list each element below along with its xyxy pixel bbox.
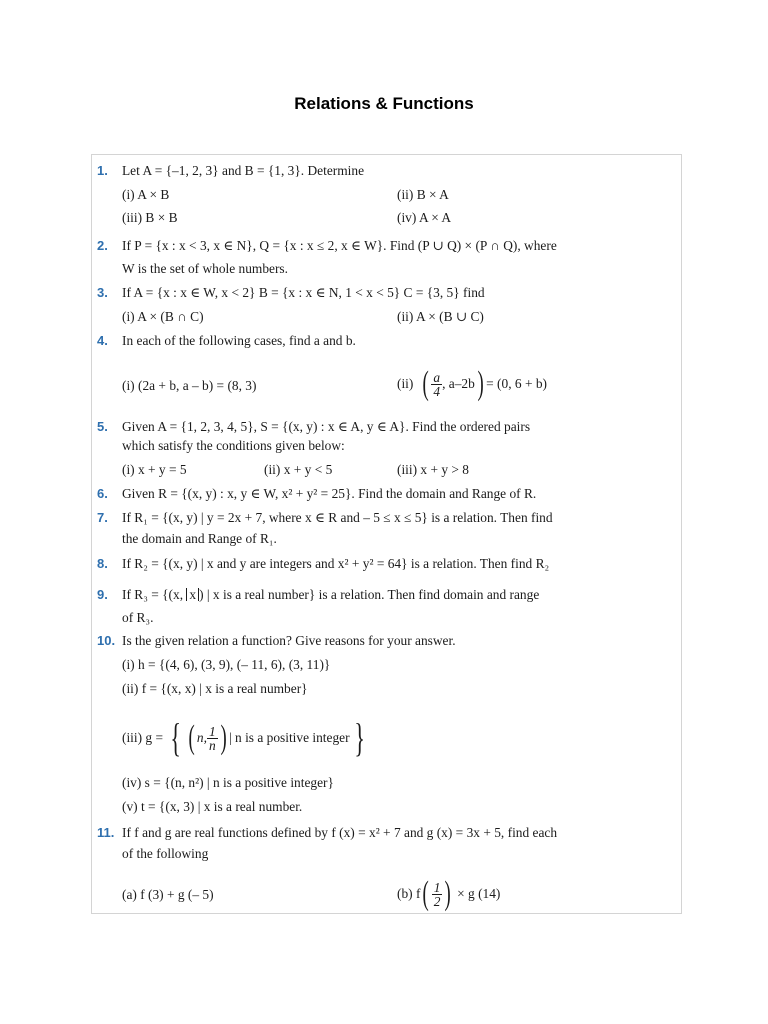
sub-item: (a) f (3) + g (– 5) <box>122 887 214 902</box>
right-paren: ) <box>477 365 484 402</box>
text-segment: ) | x is a real number} is a relation. Then find domain and range <box>199 587 540 602</box>
question-number: 2. <box>97 238 108 253</box>
sub-item: (v) t = {(x, 3) | x is a real number. <box>122 799 303 814</box>
left-paren: ( <box>188 719 195 756</box>
sub-item-label: (ii) <box>397 376 414 391</box>
question-text: the domain and Range of R₁. <box>122 531 277 546</box>
sub-item: (iv) s = {(n, n²) | n is a positive integer} <box>122 775 334 790</box>
fraction-numerator: a <box>433 369 441 385</box>
expression: × g (14) <box>457 886 501 901</box>
sub-item: (ii) x + y < 5 <box>264 462 333 477</box>
fraction <box>207 725 218 752</box>
sub-item: (iii) B × B <box>122 210 178 225</box>
expression: | n is a positive integer <box>229 730 350 745</box>
question-number: 6. <box>97 486 108 501</box>
absolute-value: x <box>186 588 199 601</box>
question-number: 4. <box>97 333 108 348</box>
sub-item-label: (iii) g = <box>122 730 164 745</box>
sub-item: (i) A × (B ∩ C) <box>122 309 204 324</box>
fraction-numerator: 1 <box>208 723 216 739</box>
question-text: W is the set of whole numbers. <box>122 261 288 276</box>
sub-item: (i) (2a + b, a – b) = (8, 3) <box>122 378 257 393</box>
fraction-numerator: 1 <box>433 879 441 895</box>
question-number: 8. <box>97 556 108 571</box>
question-text: If A = {x : x ∈ W, x < 2} B = {x : x ∈ N, 1 < x < 5} C = {3, 5} find <box>122 285 485 300</box>
question-text: If P = {x : x < 3, x ∈ N}, Q = {x : x ≤ 2, x ∈ W}. Find (P ∪ Q) × (P ∩ Q), where <box>122 238 557 253</box>
question-number: 9. <box>97 587 108 602</box>
question-text: If R₂ = {(x, y) | x and y are integers and x² + y² = 64} is a relation. Then find R₂ <box>122 556 550 571</box>
question-text: Given R = {(x, y) : x, y ∈ W, x² + y² = 25}. Find the domain and Range of R. <box>122 486 537 501</box>
question-number: 1. <box>97 163 108 178</box>
question-text: If R₁ = {(x, y) | y = 2x + 7, where x ∈ R and – 5 ≤ x ≤ 5} is a relation. Then find <box>122 510 553 525</box>
right-paren: ) <box>220 719 227 756</box>
expression: , a–2b <box>442 376 475 391</box>
question-text: If f and g are real functions defined by f (x) = x² + 7 and g (x) = 3x + 5, find each <box>122 825 558 840</box>
question-text <box>122 587 539 603</box>
fraction <box>431 371 442 398</box>
right-brace: } <box>353 715 365 760</box>
left-brace: { <box>170 715 182 760</box>
question-number: 10. <box>97 633 116 648</box>
page-title: Relations & Functions <box>294 94 474 113</box>
sub-item: (i) h = {(4, 6), (3, 9), (– 11, 6), (3, 11)} <box>122 657 331 672</box>
question-text: Let A = {–1, 2, 3} and B = {1, 3}. Determine <box>122 163 365 178</box>
question-text: In each of the following cases, find a and b. <box>122 333 356 348</box>
question-text: Given A = {1, 2, 3, 4, 5}, S = {(x, y) : x ∈ A, y ∈ A}. Find the ordered pairs <box>122 419 531 434</box>
sub-item: (ii) B × A <box>397 187 449 202</box>
question-number: 7. <box>97 510 108 525</box>
sub-item: (iv) A × A <box>397 210 452 225</box>
fraction-denominator: 4 <box>433 383 441 399</box>
fraction-denominator: 2 <box>433 893 441 909</box>
sub-item-set <box>122 712 369 764</box>
sub-item: (ii) f = {(x, x) | x is a real number} <box>122 681 308 696</box>
expression: = (0, 6 + b) <box>486 376 548 391</box>
left-paren: ( <box>422 365 429 402</box>
text-segment: If R₃ = {(x, <box>122 587 187 602</box>
fraction-denominator: n <box>208 737 216 753</box>
sub-item-fraction <box>397 872 500 916</box>
sub-item: (ii) A × (B ∪ C) <box>397 309 484 324</box>
sub-item: (i) A × B <box>122 187 170 202</box>
right-paren: ) <box>445 875 452 912</box>
question-text: Is the given relation a function? Give reasons for your answer. <box>122 633 456 648</box>
question-number: 11. <box>97 825 115 840</box>
sub-item-fraction <box>397 362 547 406</box>
sub-item: (iii) x + y > 8 <box>397 462 470 477</box>
question-number: 5. <box>97 419 108 434</box>
question-number: 3. <box>97 285 108 300</box>
question-text: of the following <box>122 846 209 861</box>
sub-item: (i) x + y = 5 <box>122 462 187 477</box>
expression: n, <box>196 730 207 745</box>
sub-item-label: (b) f <box>397 886 421 901</box>
question-text: of R₃. <box>122 610 154 625</box>
question-text: which satisfy the conditions given below: <box>122 438 345 453</box>
fraction <box>432 881 443 908</box>
left-paren: ( <box>422 875 430 912</box>
